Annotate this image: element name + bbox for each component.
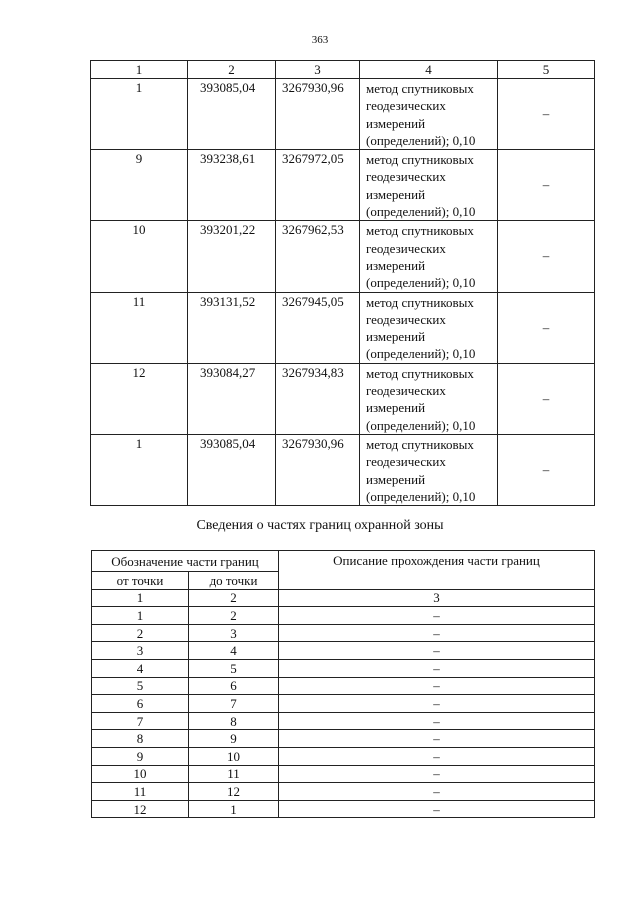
column-number-1: 1 <box>91 61 188 79</box>
from-point-cell: 1 <box>92 607 189 625</box>
method-line: измерений <box>366 329 426 345</box>
y-coordinate-cell: 3267934,83 <box>276 363 360 434</box>
from-point-cell: 5 <box>92 677 189 695</box>
point-number-cell: 1 <box>91 434 188 505</box>
coordinates-row <box>91 363 595 434</box>
to-point-cell: 4 <box>189 642 279 660</box>
from-point-cell: 12 <box>92 800 189 818</box>
description-cell: – <box>279 783 595 801</box>
parts-column-number-2: 2 <box>189 589 279 607</box>
from-point-cell: 11 <box>92 783 189 801</box>
method-line: (определений); 0,10 <box>366 488 476 504</box>
to-point-header: до точки <box>189 572 279 590</box>
to-point-cell: 7 <box>189 695 279 713</box>
method-line: геодезических <box>366 454 446 470</box>
boundary-part-row <box>92 747 595 765</box>
column-number-3: 3 <box>276 61 360 79</box>
method-line: геодезических <box>366 383 446 399</box>
x-coordinate-cell: 393201,22 <box>188 221 276 292</box>
method-line: метод спутниковых <box>366 436 474 452</box>
coordinates-row <box>91 150 595 221</box>
method-line: геодезических <box>366 311 446 327</box>
coordinates-row <box>91 292 595 363</box>
point-number-cell: 1 <box>91 79 188 150</box>
method-cell <box>360 363 498 434</box>
point-number-cell: 10 <box>91 221 188 292</box>
to-point-cell: 1 <box>189 800 279 818</box>
to-point-cell: 8 <box>189 712 279 730</box>
parts-column-number-1: 1 <box>92 589 189 607</box>
column-number-2: 2 <box>188 61 276 79</box>
to-point-cell: 11 <box>189 765 279 783</box>
to-point-cell: 12 <box>189 783 279 801</box>
note-cell: – <box>498 292 595 363</box>
boundary-part-row <box>92 659 595 677</box>
method-line: (определений); 0,10 <box>366 275 476 291</box>
coordinates-table <box>90 60 595 506</box>
to-point-cell: 6 <box>189 677 279 695</box>
to-point-cell: 2 <box>189 607 279 625</box>
method-cell <box>360 221 498 292</box>
x-coordinate-cell: 393085,04 <box>188 434 276 505</box>
boundary-part-row <box>92 800 595 818</box>
note-cell: – <box>498 434 595 505</box>
boundary-parts-table <box>91 550 595 818</box>
note-cell: – <box>498 150 595 221</box>
boundary-part-row <box>92 712 595 730</box>
method-line: метод спутниковых <box>366 152 474 168</box>
method-cell <box>360 434 498 505</box>
description-cell: – <box>279 712 595 730</box>
parts-number-row <box>92 589 595 607</box>
x-coordinate-cell: 393084,27 <box>188 363 276 434</box>
boundary-part-row <box>92 730 595 748</box>
boundary-part-designation-header: Обозначение части границ <box>92 551 279 572</box>
description-cell: – <box>279 624 595 642</box>
y-coordinate-cell: 3267945,05 <box>276 292 360 363</box>
column-number-4: 4 <box>360 61 498 79</box>
coordinates-row <box>91 221 595 292</box>
boundary-part-row <box>92 642 595 660</box>
coordinates-header-row <box>91 61 595 79</box>
boundary-part-row <box>92 624 595 642</box>
method-line: геодезических <box>366 240 446 256</box>
y-coordinate-cell: 3267930,96 <box>276 434 360 505</box>
method-line: метод спутниковых <box>366 223 474 239</box>
from-point-cell: 3 <box>92 642 189 660</box>
from-point-cell: 2 <box>92 624 189 642</box>
section-title: Сведения о частях границ охранной зоны <box>196 518 444 533</box>
description-cell: – <box>279 730 595 748</box>
coordinates-row <box>91 434 595 505</box>
method-line: измерений <box>366 257 426 273</box>
y-coordinate-cell: 3267962,53 <box>276 221 360 292</box>
method-line: метод спутниковых <box>366 294 474 310</box>
description-cell: – <box>279 642 595 660</box>
column-number-5: 5 <box>498 61 595 79</box>
boundary-part-row <box>92 695 595 713</box>
method-line: метод спутниковых <box>366 365 474 381</box>
boundary-part-row <box>92 783 595 801</box>
x-coordinate-cell: 393085,04 <box>188 79 276 150</box>
boundary-part-row <box>92 607 595 625</box>
point-number-cell: 12 <box>91 363 188 434</box>
y-coordinate-cell: 3267930,96 <box>276 79 360 150</box>
note-cell: – <box>498 363 595 434</box>
to-point-cell: 3 <box>189 624 279 642</box>
description-cell: – <box>279 747 595 765</box>
y-coordinate-cell: 3267972,05 <box>276 150 360 221</box>
description-cell: – <box>279 607 595 625</box>
description-cell: – <box>279 659 595 677</box>
coordinates-row <box>91 79 595 150</box>
method-line: измерений <box>366 471 426 487</box>
parts-column-number-3: 3 <box>279 589 595 607</box>
to-point-cell: 10 <box>189 747 279 765</box>
boundary-part-row <box>92 677 595 695</box>
method-cell <box>360 292 498 363</box>
to-point-cell: 9 <box>189 730 279 748</box>
boundary-description-header: Описание прохождения части границ <box>279 551 595 590</box>
to-point-cell: 5 <box>189 659 279 677</box>
from-point-cell: 9 <box>92 747 189 765</box>
note-cell: – <box>498 79 595 150</box>
from-point-header: от точки <box>92 572 189 590</box>
method-cell <box>360 150 498 221</box>
method-line: измерений <box>366 186 426 202</box>
description-cell: – <box>279 800 595 818</box>
x-coordinate-cell: 393238,61 <box>188 150 276 221</box>
method-cell <box>360 79 498 150</box>
description-cell: – <box>279 765 595 783</box>
method-line: (определений); 0,10 <box>366 346 476 362</box>
from-point-cell: 10 <box>92 765 189 783</box>
note-cell: – <box>498 221 595 292</box>
method-line: (определений); 0,10 <box>366 204 476 220</box>
page-number: 363 <box>311 34 329 46</box>
point-number-cell: 11 <box>91 292 188 363</box>
method-line: (определений); 0,10 <box>366 132 476 148</box>
from-point-cell: 8 <box>92 730 189 748</box>
method-line: измерений <box>366 400 426 416</box>
parts-header-row <box>92 551 595 572</box>
from-point-cell: 4 <box>92 659 189 677</box>
from-point-cell: 7 <box>92 712 189 730</box>
method-line: измерений <box>366 115 426 131</box>
point-number-cell: 9 <box>91 150 188 221</box>
boundary-part-row <box>92 765 595 783</box>
method-line: (определений); 0,10 <box>366 417 476 433</box>
description-cell: – <box>279 695 595 713</box>
method-line: метод спутниковых <box>366 81 474 96</box>
x-coordinate-cell: 393131,52 <box>188 292 276 363</box>
method-line: геодезических <box>366 98 446 114</box>
from-point-cell: 6 <box>92 695 189 713</box>
method-line: геодезических <box>366 169 446 185</box>
description-cell: – <box>279 677 595 695</box>
